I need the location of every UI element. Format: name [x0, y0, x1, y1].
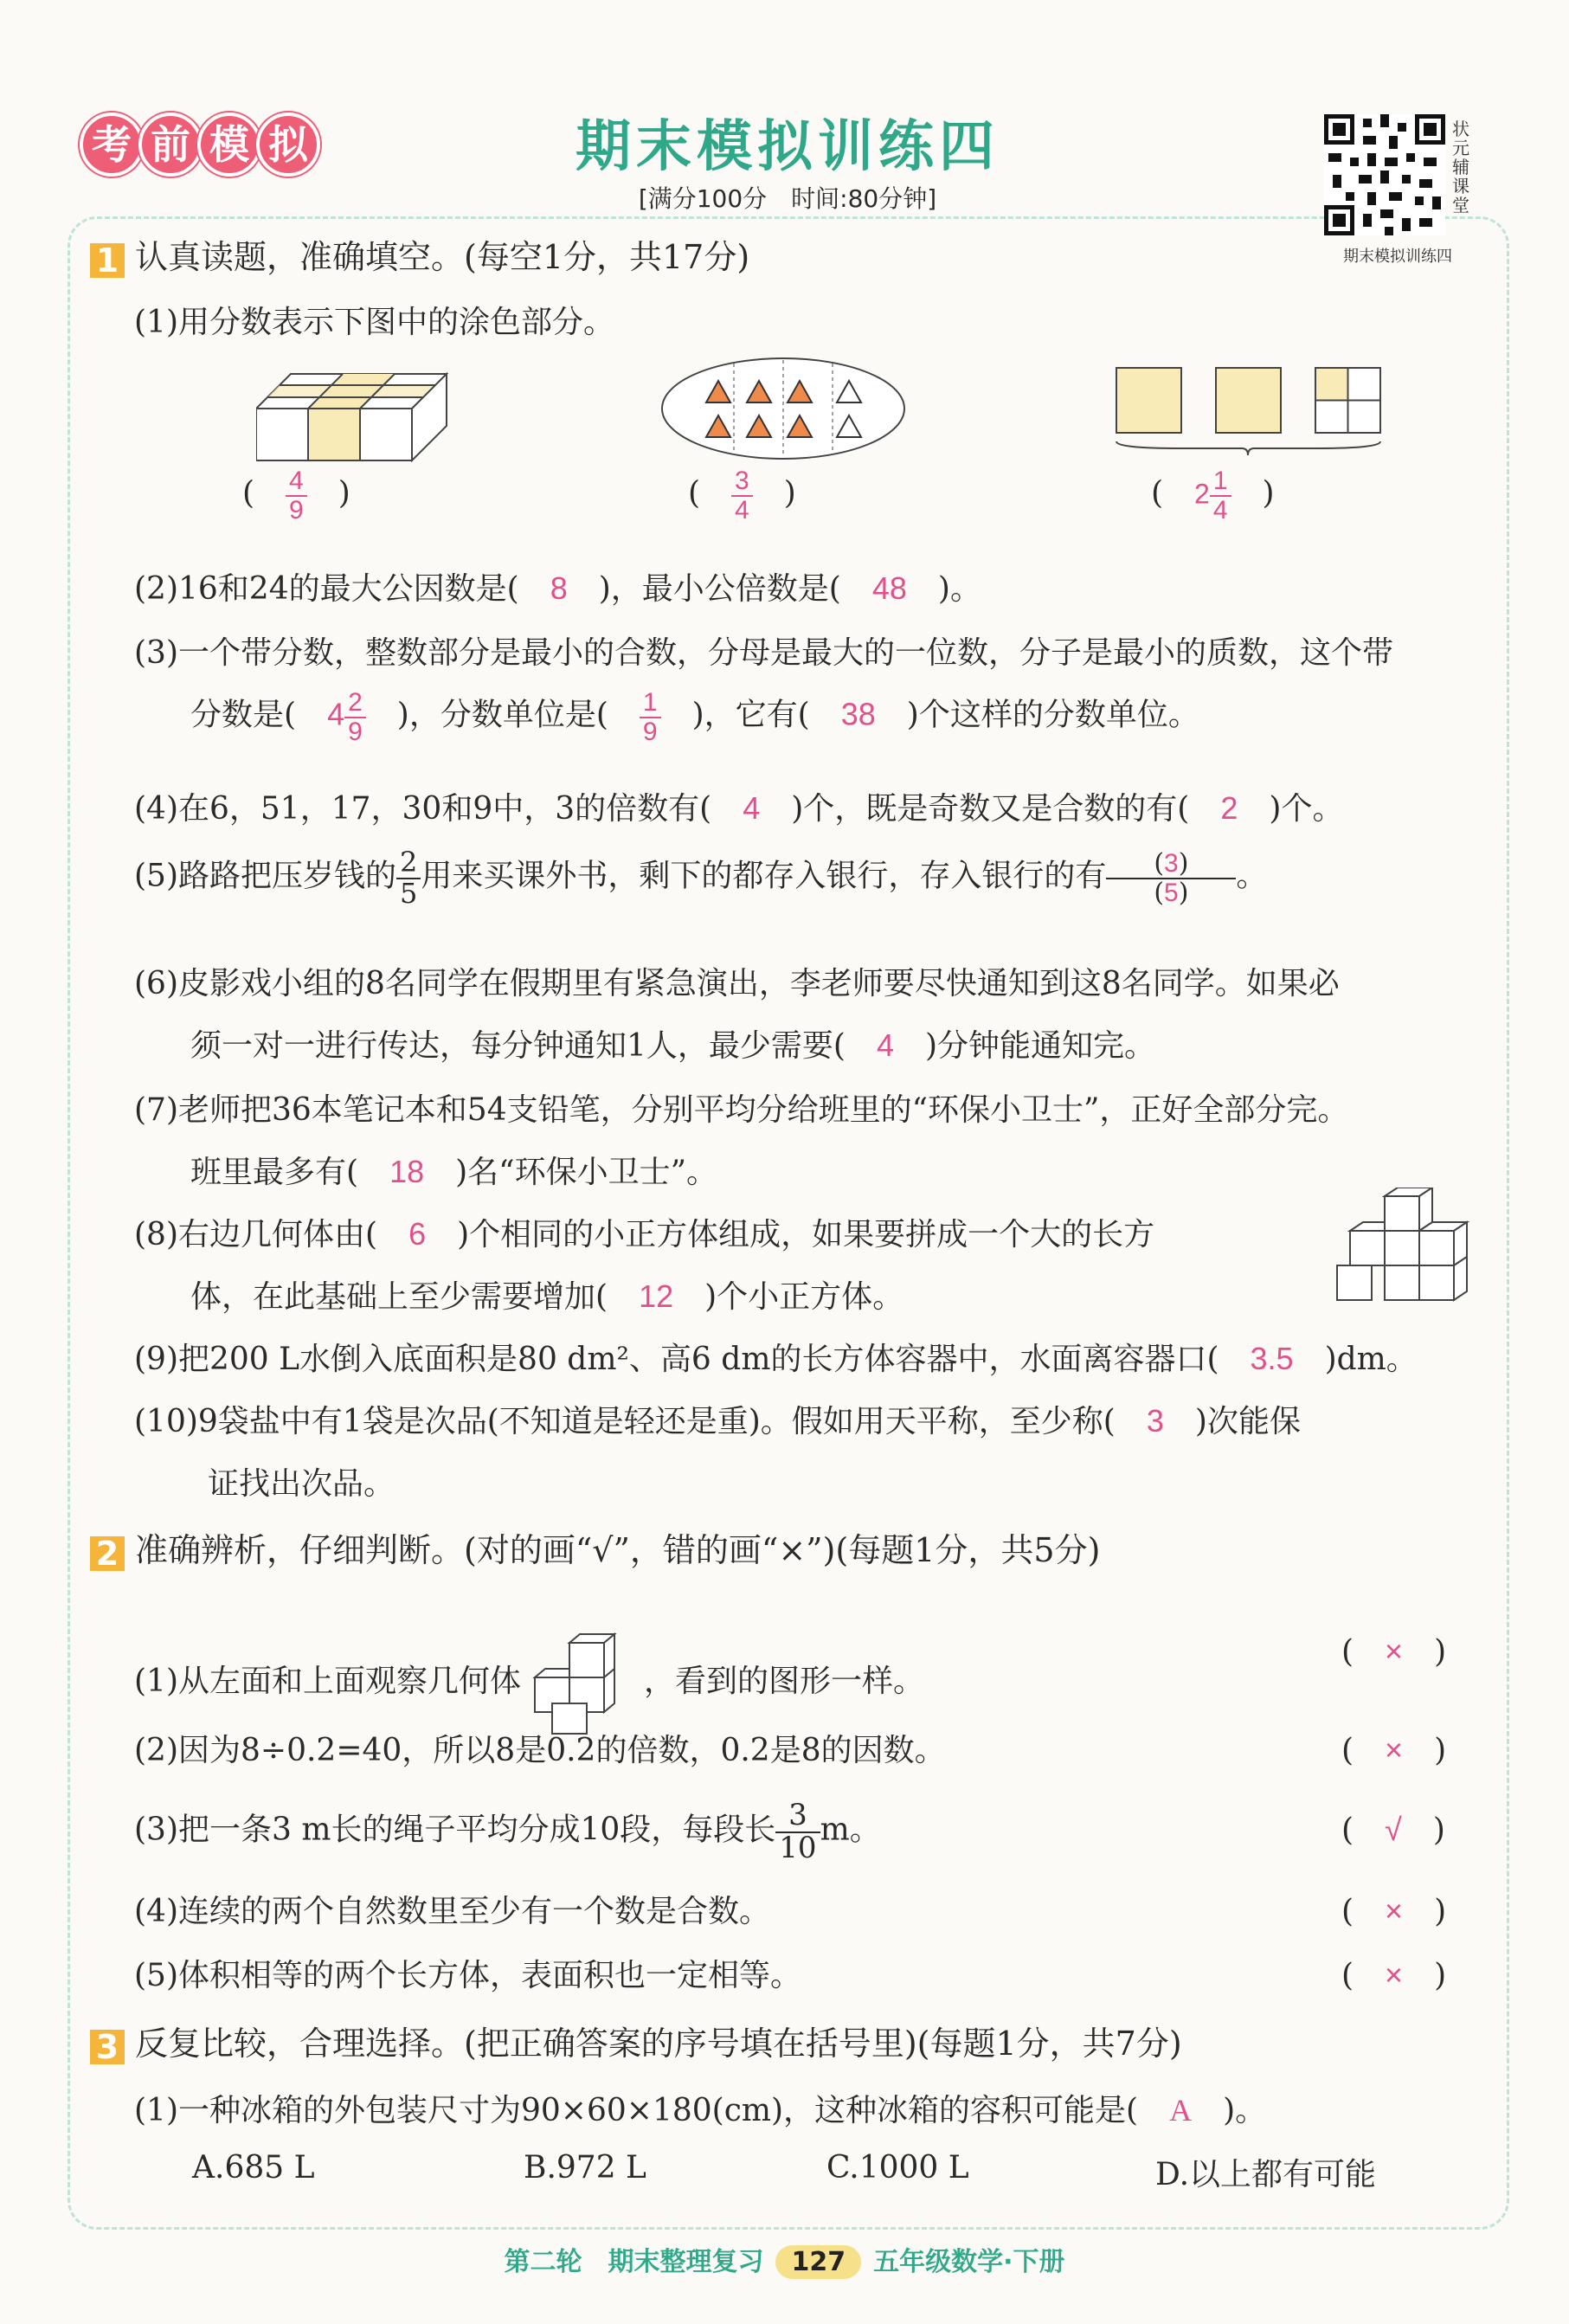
s2-item-5: (5)体积相等的两个长方体，表面积也一定相等。: [134, 1958, 801, 1993]
page-footer: [0, 2240, 1569, 2279]
q1-3-line1: (3)一个带分数，整数部分是最小的合数，分母是最大的一位数，分子是最小的质数，这个带: [134, 635, 1393, 671]
page-number: 127: [775, 2245, 861, 2279]
q1-9: (9)把200 L水倒入底面积是80 dm²、高6 dm的长方体容器中，水面离容器口( 3.5 )dm。: [134, 1341, 1418, 1377]
s2-answer-2: ( × ): [1341, 1732, 1447, 1768]
fig1-answer: ( $\frac{4}{9}$ ): [242, 467, 350, 525]
option-d: D.以上都有可能: [1155, 2157, 1377, 2192]
q1-8-line2: 体，在此基础上至少需要增加( 12 )个小正方体。: [190, 1278, 904, 1315]
badge-char: 模: [197, 113, 261, 177]
badge-char: 考: [80, 113, 144, 177]
section-title: 反复比较，合理选择。(把正确答案的序号填在括号里)(每题1分，共7分): [135, 2025, 1182, 2063]
section-number: 2: [90, 1536, 125, 1571]
q1-7-line2: 班里最多有( 18 )名“环保小卫士”。: [190, 1154, 717, 1190]
s3-q1: (1)一种冰箱的外包装尺寸为90×60×180(cm)，这种冰箱的容积可能是( A )。: [134, 2093, 1267, 2128]
page-subtitle: [满分100分 时间:80分钟]: [638, 184, 937, 213]
q1-7-line1: (7)老师把36本笔记本和54支铅笔，分别平均分给班里的“环保小卫士”，正好全部分完。: [134, 1092, 1349, 1128]
section-number: 1: [90, 243, 125, 278]
s2-answer-4: ( × ): [1341, 1893, 1447, 1929]
q1-6-line1: (6)皮影戏小组的8名同学在假期里有紧急演出，李老师要尽快通知到这8名同学。如果必: [134, 966, 1340, 1001]
q1-3-line2: 分数是( 4 $\frac{2}{9}$ )，分数单位是( $\frac{1}{9}$ )，它有( 38 )个这样的分数单位。: [190, 688, 1199, 746]
option-c: C.1000 L: [826, 2150, 969, 2186]
q1-2: (2)16和24的最大公因数是( 8 )，最小公倍数是( 48 )。: [134, 570, 981, 607]
q1-6-line2: 须一对一进行传达，每分钟通知1人，最少需要( 4 )分钟能通知完。: [190, 1027, 1156, 1064]
qr-caption: 期末模拟训练四: [1343, 248, 1452, 266]
s2-item-3: (3)把一条3 m长的绳子平均分成10段，每段长 $\frac{3}{10}$ m。: [134, 1798, 881, 1865]
fig3-answer: ( 2 $\frac{1}{4}$ ): [1151, 467, 1275, 525]
s2-answer-3: ( √ ): [1341, 1812, 1445, 1848]
fig2-answer: ( $\frac{3}{4}$ ): [688, 467, 796, 525]
cuboid-figure: [256, 357, 455, 469]
s2-answer-5: ( × ): [1341, 1957, 1447, 1993]
section-title: 准确辨析，仔细判断。(对的画“√”，错的画“×”)(每题1分，共5分): [135, 1531, 1101, 1569]
q1-10-line2: 证找出次品。: [208, 1466, 395, 1502]
footer-left: 第二轮 期末整理复习: [504, 2247, 764, 2277]
footer-right: 五年级数学·下册: [873, 2247, 1065, 2277]
option-a: A.685 L: [192, 2150, 315, 2186]
section-3-heading: [90, 2017, 1182, 2064]
s2-item-4: (4)连续的两个自然数里至少有一个数是合数。: [134, 1894, 770, 1929]
option-b: B.972 L: [524, 2150, 646, 2186]
s2-item-1: (1)从左面和上面观察几何体 ，看到的图形一样。: [134, 1627, 924, 1740]
page-title: 期末模拟训练四: [576, 115, 1000, 179]
qr-side-label: 状元辅课堂: [1452, 119, 1469, 216]
q1-10-line1: (10)9袋盐中有1袋是次品(不知道是轻还是重)。假如用天平称，至少称( 3 )次能保: [134, 1403, 1301, 1439]
squares-figure: [1112, 364, 1398, 459]
section-1-heading: [90, 230, 749, 278]
section-title: 认真读题，准确填空。(每空1分，共17分): [135, 238, 750, 276]
cube-stack-figure: [1333, 1188, 1480, 1317]
cube-figure: [526, 1627, 639, 1740]
s2-item-2: (2)因为8÷0.2=40，所以8是0.2的倍数，0.2是8的因数。: [134, 1733, 946, 1768]
qr-code-icon: [1324, 114, 1445, 235]
section-2-heading: [90, 1523, 1100, 1571]
badge-char: 前: [138, 113, 203, 177]
q1-1-text: (1)用分数表示下图中的涂色部分。: [134, 305, 614, 340]
q1-8-line1: (8)右边几何体由( 6 )个相同的小正方体组成，如果要拼成一个大的长方: [134, 1216, 1155, 1252]
badge-char: 拟: [256, 113, 320, 177]
triangles-figure: [658, 355, 909, 467]
q1-5: (5)路路把压岁钱的 $\frac{2}{5}$ 用来买课外书，剩下的都存入银行，存入银行的有 $\frac{(3)}{(5)}$ 。: [134, 846, 1268, 910]
q1-4: (4)在6，51，17，30和9中，3的倍数有( 4 )个，既是奇数又是合数的有( 2 )个。: [134, 790, 1344, 827]
s2-answer-1: ( × ): [1341, 1633, 1447, 1670]
exam-badge: [80, 113, 315, 199]
section-number: 3: [90, 2030, 125, 2064]
